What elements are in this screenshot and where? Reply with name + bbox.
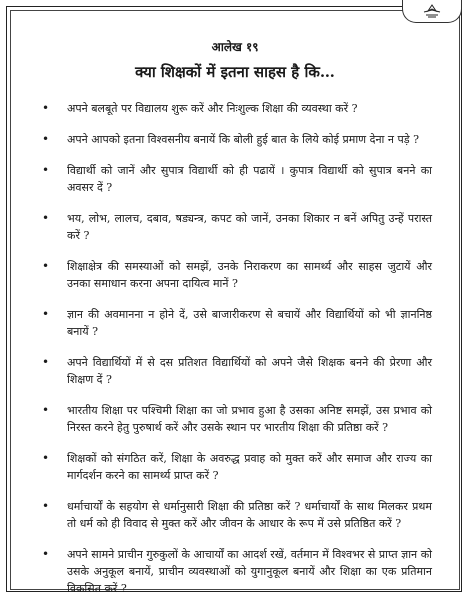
bullet-icon: • bbox=[42, 307, 50, 321]
list-item bbox=[42, 306, 432, 340]
bullet-icon: • bbox=[42, 132, 50, 146]
point-text: ज्ञान की अवमानना न होने दें, उसे बाजारीकरण से बचायें और विद्यार्थियों को भी ज्ञाननिष्ठ बनायें ? bbox=[67, 308, 432, 338]
bullet-icon: • bbox=[42, 259, 50, 273]
list-item bbox=[42, 450, 432, 484]
point-text: भारतीय शिक्षा पर पश्चिमी शिक्षा का जो प्रभाव हुआ है उसका अनिष्ट समझें, उस प्रभाव को निरस्त करने हेतु पुरुषार्थ करें और उसके स्थान पर भारतीय शिक्षा की प्रतिष्ठा करें ? bbox=[67, 404, 432, 434]
bullet-icon: • bbox=[42, 163, 50, 177]
bullet-icon: • bbox=[42, 499, 50, 513]
page-title: क्या शिक्षकों में इतना साहस है कि… bbox=[135, 63, 335, 81]
list-item bbox=[42, 498, 432, 532]
point-text: विद्यार्थी को जानें और सुपात्र विद्यार्थी को ही पढायें । कुपात्र विद्यार्थी को सुपात्र बनने का अवसर दें ? bbox=[67, 164, 432, 194]
list-item bbox=[42, 210, 432, 244]
list-item bbox=[42, 100, 432, 117]
points-list bbox=[42, 100, 432, 611]
list-item bbox=[42, 258, 432, 292]
point-text: शिक्षकों को संगठित करें, शिक्षा के अवरुद्ध प्रवाह को मुक्त करें और समाज और राज्य का मार्गदर्शन करने का सामर्थ्य प्राप्त करें ? bbox=[67, 452, 432, 482]
corner-tab bbox=[402, 0, 462, 23]
lotus-emblem-icon bbox=[418, 3, 446, 19]
point-text: भय, लोभ, लालच, दबाव, षड्यन्त्र, कपट को जानें, उनका शिकार न बनें अपितु उन्हें परास्त करें ? bbox=[67, 212, 432, 242]
bullet-icon: • bbox=[42, 101, 50, 115]
list-item bbox=[42, 402, 432, 436]
list-item bbox=[42, 131, 432, 148]
bullet-icon: • bbox=[42, 451, 50, 465]
bullet-icon: • bbox=[42, 211, 50, 225]
point-text: अपने विद्यार्थियों में से दस प्रतिशत विद्यार्थियों को अपने जैसे शिक्षक बनने की प्रेरणा और शिक्षण दें ? bbox=[67, 356, 432, 386]
bullet-icon: • bbox=[42, 355, 50, 369]
point-text: अपने बलबूते पर विद्यालय शुरू करें और निःशुल्क शिक्षा की व्यवस्था करें ? bbox=[67, 102, 358, 115]
point-text: धर्माचार्यों के सहयोग से धर्मानुसारी शिक्षा की प्रतिष्ठा करें ? धर्माचार्यों के साथ मिलकर प्रथम तो धर्म को ही विवाद से मुक्त करें और जीवन के आधार के रूप में उसे प्रतिष्ठित करें ? bbox=[67, 500, 432, 530]
bullet-icon: • bbox=[42, 547, 50, 561]
point-text: शिक्षाक्षेत्र की समस्याओं को समझें, उनके निराकरण का सामर्थ्य और साहस जुटायें और उनका समाधान करना अपना दायित्व मानें ? bbox=[67, 260, 432, 290]
point-text: अपने आपको इतना विश्वसनीय बनायें कि बोली हुई बात के लिये कोई प्रमाण देना न पड़े ? bbox=[67, 133, 420, 146]
point-text: अपने सामने प्राचीन गुरुकुलों के आचार्यों का आदर्श रखें, वर्तमान में विश्वभर से प्राप्त ज्ञान को उसके अनुकूल बनायें, प्राचीन व्यवस्थाओं को युगानुकूल बनायें और शिक्षा का एक प्रतिमान विकसित करें ? bbox=[67, 548, 432, 595]
bullet-icon: • bbox=[42, 403, 50, 417]
list-item bbox=[42, 162, 432, 196]
list-item bbox=[42, 546, 432, 597]
article-label: आलेख १९ bbox=[211, 40, 259, 54]
list-item bbox=[42, 354, 432, 388]
